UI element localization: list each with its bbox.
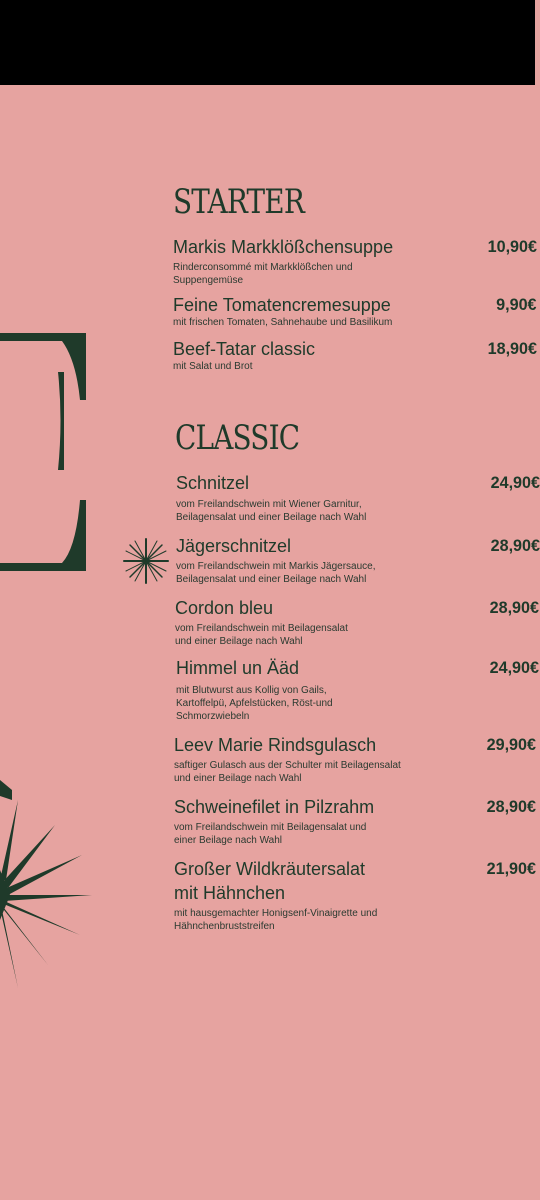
menu-item-price: 18,90€ [487,339,537,358]
menu-item-classic-1 [176,471,540,524]
menu-item-classic-4 [176,656,539,723]
menu-item-name: Beef-Tatar classic [173,339,316,359]
menu-item-description: vom Freilandschwein mit Beilagensalat und einer Beilage nach Wahl [174,822,367,846]
small-starburst-icon [124,539,168,583]
menu-item-price: 28,90€ [490,536,540,555]
menu-item-classic-2 [176,534,540,586]
menu-item-description: mit hausgemachter Honigsenf-Vinaigrette und Hähnchenbruststreifen [174,908,378,932]
menu-item-starter-3 [173,337,537,373]
section-title-classic: CLASSIC [175,418,300,458]
menu-item-classic-3 [175,596,539,648]
menu-item-price: 28,90€ [486,797,536,816]
menu-item-description: vom Freilandschwein mit Markis Jägersauce, Beilagensalat und einer Beilage nach Wahl [176,561,376,585]
menu-item-price: 10,90€ [487,237,537,256]
menu-item-name: Markis Markklößchensuppe [173,237,394,257]
menu-item-classic-7 [174,857,536,933]
menu-item-name: Himmel un Ääd [176,658,300,678]
menu-item-description: mit Salat und Brot [173,361,253,372]
menu-item-description: vom Freilandschwein mit Wiener Garnitur, Beilagensalat und einer Beilage nach Wahl [176,499,367,523]
menu-item-price: 9,90€ [496,295,537,314]
menu-item-price: 24,90€ [489,658,539,677]
menu-item-starter-1 [173,235,537,287]
menu-item-description: saftiger Gulasch aus der Schulter mit Beilagensalat und einer Beilage nach Wahl [174,760,401,784]
decorative-letter-e [0,333,86,800]
menu-item-description: mit Blutwurst aus Kollig von Gails, Kartoffelpü, Apfelstücken, Röst-und Schmorzwiebeln [176,685,333,722]
menu-item-name: Leev Marie Rindsgulasch [174,735,377,755]
menu-item-price: 21,90€ [486,859,536,878]
menu-item-classic-6 [174,795,536,847]
menu-item-name: Jägerschnitzel [176,536,292,556]
menu-item-price: 24,90€ [490,473,540,492]
menu-item-name: Feine Tomatencremesuppe [173,295,391,315]
menu-item-description: vom Freilandschwein mit Beilagensalat und einer Beilage nach Wahl [175,623,348,647]
large-starburst-icon [0,800,92,988]
menu-item-name: Schweinefilet in Pilzrahm [174,797,375,817]
section-title-starter: STARTER [173,182,305,222]
menu-item-price: 28,90€ [489,598,539,617]
menu-item-description: mit frischen Tomaten, Sahnehaube und Basilikum [173,317,393,328]
menu-item-description: Rinderconsommé mit Markklößchen und Suppengemüse [173,262,353,286]
menu-item-name: Cordon bleu [175,598,274,618]
menu-item-classic-5 [174,733,536,785]
menu-item-starter-2 [173,293,537,329]
menu-item-price: 29,90€ [486,735,536,754]
menu-item-name: Schnitzel [176,473,250,493]
menu-item-name: Großer Wildkräutersalat mit Hähnchen [174,859,366,903]
